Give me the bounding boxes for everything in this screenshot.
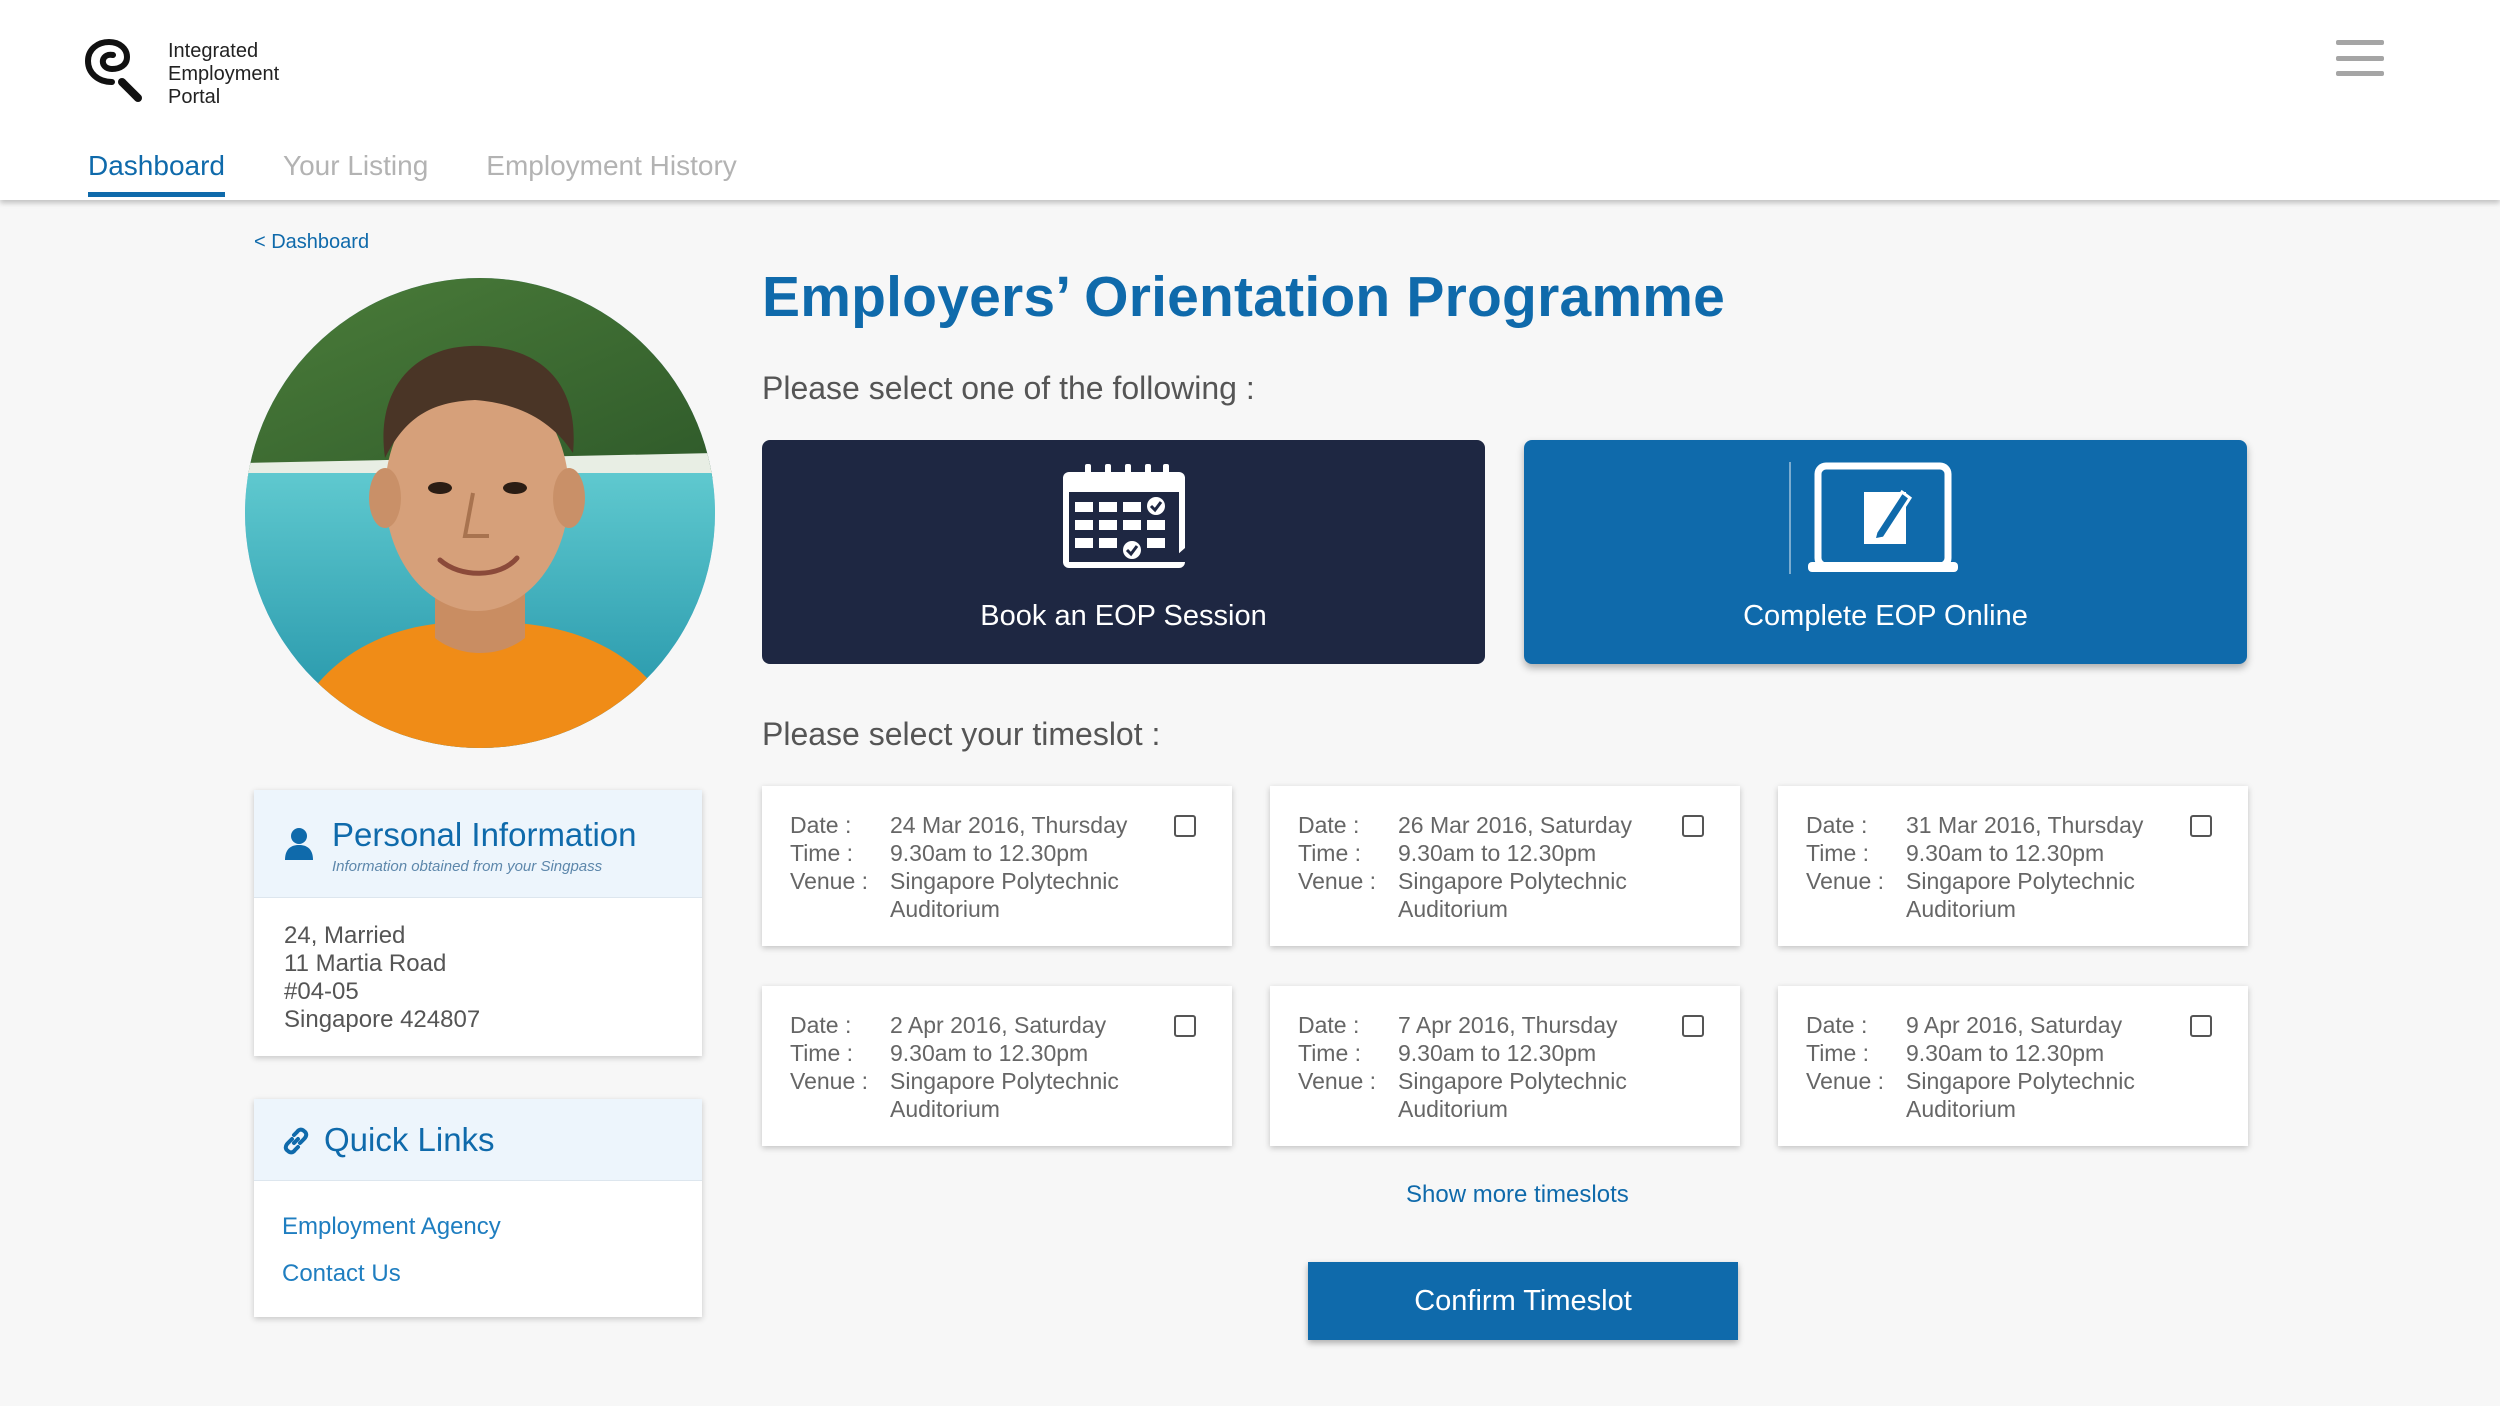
confirm-timeslot-button[interactable]: Confirm Timeslot: [1308, 1262, 1738, 1340]
timeslot-time: 9.30am to 12.30pm: [890, 1040, 1089, 1066]
laptop-icon: [1786, 462, 1966, 582]
profile-photo: [245, 278, 715, 748]
top-header: [0, 0, 2500, 200]
timeslot-time: 9.30am to 12.30pm: [1398, 1040, 1597, 1066]
timeslot-time: 9.30am to 12.30pm: [1906, 840, 2105, 866]
timeslot-checkbox[interactable]: [2190, 1015, 2212, 1037]
personal-info-line: 11 Martia Road: [284, 950, 447, 977]
time-label: Time :: [1806, 1040, 1870, 1066]
timeslot-date: 24 Mar 2016, Thursday: [890, 812, 1128, 838]
portal-logo[interactable]: [82, 38, 279, 109]
timeslot-checkbox[interactable]: [1174, 815, 1196, 837]
quick-links-header: [254, 1099, 702, 1181]
quick-links-list: [254, 1181, 702, 1317]
timeslot-time: 9.30am to 12.30pm: [1906, 1040, 2105, 1066]
tab-your-listing[interactable]: Your Listing: [282, 150, 429, 181]
timeslot-date: 26 Mar 2016, Saturday: [1398, 812, 1632, 838]
personal-information-subtitle: Information obtained from your Singpass: [332, 858, 603, 875]
select-timeslot-prompt: Please select your timeslot :: [762, 716, 1161, 752]
timeslot-date: 31 Mar 2016, Thursday: [1906, 812, 2144, 838]
main-nav: [88, 150, 795, 197]
timeslot-date: 7 Apr 2016, Thursday: [1398, 1012, 1618, 1038]
personal-info-line: Singapore 424807: [284, 1006, 481, 1033]
time-label: Time :: [1298, 1040, 1362, 1066]
user-icon: [284, 826, 314, 862]
logo-magnifier-icon: [82, 38, 148, 108]
timeslot-card[interactable]: [1778, 786, 2248, 946]
personal-information-title: Personal Information: [332, 816, 637, 853]
timeslot-card[interactable]: [1270, 986, 1740, 1146]
quick-links-card: [254, 1099, 702, 1317]
complete-eop-online-button[interactable]: [1524, 440, 2247, 664]
quick-links-title: Quick Links: [324, 1121, 495, 1158]
timeslot-venue: Singapore Polytechnic Auditorium: [890, 1068, 1119, 1122]
venue-label: Venue :: [1806, 868, 1885, 894]
show-more-timeslots-link[interactable]: Show more timeslots: [1406, 1181, 1629, 1208]
time-label: Time :: [790, 1040, 854, 1066]
portal-name-line-2: Employment: [168, 63, 280, 85]
date-label: Date :: [1806, 1012, 1868, 1038]
time-label: Time :: [1806, 840, 1870, 866]
timeslot-checkbox[interactable]: [1682, 1015, 1704, 1037]
venue-label: Venue :: [790, 868, 869, 894]
venue-label: Venue :: [1298, 1068, 1377, 1094]
book-eop-session-label: Book an EOP Session: [980, 600, 1267, 632]
date-label: Date :: [1806, 812, 1868, 838]
timeslot-venue: Singapore Polytechnic Auditorium: [1398, 868, 1627, 922]
timeslot-venue: Singapore Polytechnic Auditorium: [1906, 868, 2135, 922]
date-label: Date :: [1298, 1012, 1360, 1038]
date-label: Date :: [1298, 812, 1360, 838]
time-label: Time :: [790, 840, 854, 866]
link-employment-agency[interactable]: Employment Agency: [282, 1213, 501, 1240]
portal-name-line-3: Portal: [168, 86, 221, 108]
date-label: Date :: [790, 1012, 852, 1038]
page-title: Employers’ Orientation Programme: [762, 265, 1726, 329]
date-label: Date :: [790, 812, 852, 838]
timeslot-venue: Singapore Polytechnic Auditorium: [1398, 1068, 1627, 1122]
menu-icon[interactable]: [2336, 40, 2384, 76]
timeslot-date: 9 Apr 2016, Saturday: [1906, 1012, 2123, 1038]
personal-information-card: [254, 790, 702, 1056]
calendar-icon: [1059, 462, 1189, 572]
timeslot-checkbox[interactable]: [1682, 815, 1704, 837]
timeslot-time: 9.30am to 12.30pm: [890, 840, 1089, 866]
timeslot-card[interactable]: [1270, 786, 1740, 946]
venue-label: Venue :: [1806, 1068, 1885, 1094]
tab-employment-history[interactable]: Employment History: [486, 150, 737, 181]
timeslot-card[interactable]: [762, 786, 1232, 946]
time-label: Time :: [1298, 840, 1362, 866]
portal-name: [168, 40, 279, 109]
breadcrumb-dashboard-link[interactable]: < Dashboard: [254, 231, 370, 253]
tab-dashboard[interactable]: Dashboard: [88, 150, 225, 197]
personal-info-line: #04-05: [284, 978, 359, 1005]
avatar: [245, 278, 715, 748]
timeslot-date: 2 Apr 2016, Saturday: [890, 1012, 1107, 1038]
personal-information-header: [254, 790, 702, 898]
timeslot-checkbox[interactable]: [2190, 815, 2212, 837]
complete-eop-online-label: Complete EOP Online: [1743, 600, 2028, 632]
personal-info-line: 24, Married: [284, 922, 406, 949]
book-eop-session-button[interactable]: [762, 440, 1485, 664]
timeslot-time: 9.30am to 12.30pm: [1398, 840, 1597, 866]
timeslot-venue: Singapore Polytechnic Auditorium: [890, 868, 1119, 922]
timeslot-card[interactable]: [1778, 986, 2248, 1146]
portal-name-line-1: Integrated: [168, 40, 259, 62]
timeslot-card[interactable]: [762, 986, 1232, 1146]
link-contact-us[interactable]: Contact Us: [282, 1260, 401, 1287]
personal-information-details: [254, 898, 702, 1056]
timeslot-checkbox[interactable]: [1174, 1015, 1196, 1037]
timeslot-venue: Singapore Polytechnic Auditorium: [1906, 1068, 2135, 1122]
link-icon: [282, 1127, 310, 1155]
select-option-prompt: Please select one of the following :: [762, 370, 1255, 406]
venue-label: Venue :: [790, 1068, 869, 1094]
venue-label: Venue :: [1298, 868, 1377, 894]
